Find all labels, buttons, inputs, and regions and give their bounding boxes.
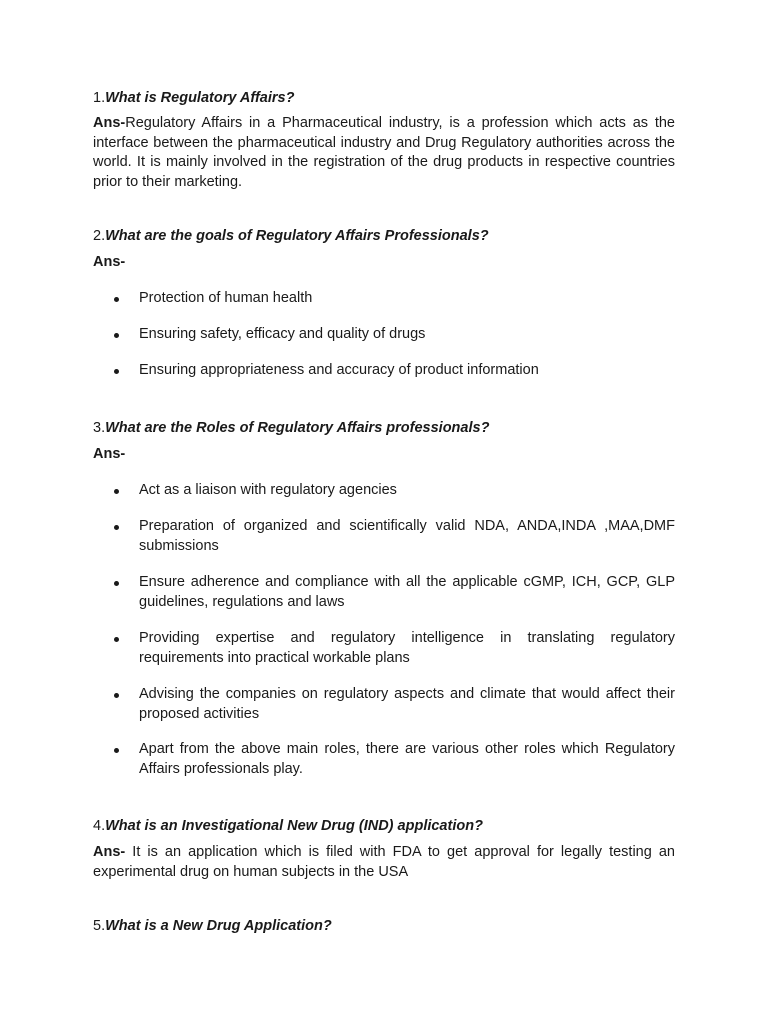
question-1-text: What is Regulatory Affairs? [105, 90, 295, 106]
bullet-dot [114, 693, 119, 698]
answer-4-paragraph [93, 843, 675, 882]
question-4-number: 4. [93, 818, 106, 834]
answer-1-label: Ans- [93, 115, 126, 131]
roles-list-item [114, 573, 675, 612]
question-5-number: 5. [93, 918, 106, 934]
goals-list-item-text: Ensuring appropriateness and accuracy of product information [139, 362, 539, 378]
question-4-text: What is an Investigational New Drug (IND) application? [105, 818, 483, 834]
answer-4-text: It is an application which is filed with FDA to get approval for legally testing an experimental drug on human subjects in the USA [93, 844, 675, 880]
roles-list-item-text: Providing expertise and regulatory intelligence in translating regulatory requirements into practical workable plans [139, 630, 675, 666]
bullet-dot [114, 333, 119, 338]
bullet-dot [114, 489, 119, 494]
question-1-number: 1. [93, 90, 106, 106]
bullet-dot [114, 369, 119, 374]
answer-3-label: Ans- [93, 446, 126, 462]
question-3-text: What are the Roles of Regulatory Affairs professionals? [105, 420, 490, 436]
bullet-dot [114, 637, 119, 642]
goals-list-item-text: Ensuring safety, efficacy and quality of drugs [139, 326, 426, 342]
goals-list-item [114, 361, 675, 381]
question-2-text: What are the goals of Regulatory Affairs Professionals? [105, 228, 489, 244]
roles-list-item-text: Act as a liaison with regulatory agencies [139, 482, 397, 498]
question-3-heading [93, 418, 489, 438]
answer-1-paragraph [93, 114, 675, 192]
question-1-heading [93, 88, 294, 108]
roles-list-item [114, 481, 675, 501]
goals-list-item-text: Protection of human health [139, 290, 313, 306]
question-4-heading [93, 816, 483, 836]
roles-list-item-text: Preparation of organized and scientifically valid NDA, ANDA,INDA ,MAA,DMF submissions [139, 518, 675, 554]
answer-4-label: Ans- [93, 844, 126, 860]
roles-list-item-text: Advising the companies on regulatory aspects and climate that would affect their proposed activities [139, 686, 675, 722]
answer-1-text: Regulatory Affairs in a Pharmaceutical industry, is a profession which acts as the interface between the pharmaceutical industry and Drug Regulatory authorities across the world. It is mainly involved in the registration of the drug products in respective countries prior to their marketing. [93, 115, 675, 190]
bullet-dot [114, 748, 119, 753]
bullet-dot [114, 525, 119, 530]
roles-list-item-text: Ensure adherence and compliance with all the applicable cGMP, ICH, GCP, GLP guidelines, regulations and laws [139, 574, 675, 610]
question-5-heading [93, 916, 332, 936]
roles-list-item [114, 629, 675, 668]
roles-list-item [114, 740, 675, 779]
roles-list-item [114, 517, 675, 556]
question-2-number: 2. [93, 228, 106, 244]
question-2-heading [93, 226, 489, 246]
question-3-number: 3. [93, 420, 106, 436]
answer-2-label: Ans- [93, 254, 126, 270]
roles-list-item-text: Apart from the above main roles, there are various other roles which Regulatory Affairs professionals play. [139, 741, 675, 777]
roles-list-item [114, 685, 675, 724]
bullet-dot [114, 581, 119, 586]
question-5-text: What is a New Drug Application? [105, 918, 332, 934]
bullet-dot [114, 297, 119, 302]
goals-list-item [114, 289, 675, 309]
goals-list-item [114, 325, 675, 345]
